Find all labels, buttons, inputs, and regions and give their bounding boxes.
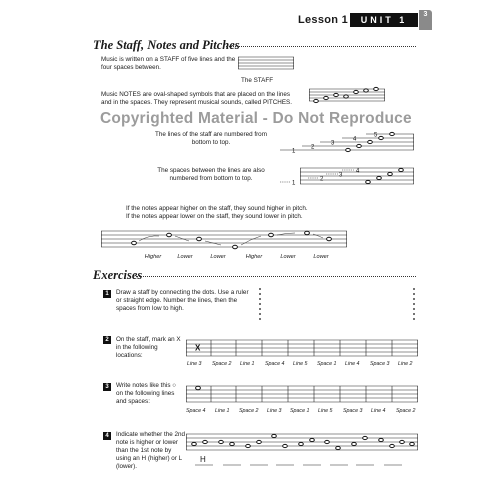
- location-label: Line 5: [293, 361, 308, 367]
- pitch-label: Lower: [210, 254, 226, 260]
- pitch-label: Lower: [313, 254, 329, 260]
- location-label: Line 3: [267, 408, 282, 414]
- pitch-higher-text: If the notes appear higher on the staff, they sound higher in pitch.: [126, 205, 308, 212]
- lines-description: The lines of the staff are numbered from bottom to top.: [155, 131, 267, 146]
- section-rule: [226, 46, 416, 48]
- line-number-4: 4: [353, 136, 357, 143]
- space-number-1: 1: [292, 180, 296, 187]
- pitch-lower-text: If the notes appear lower on the staff, they sound lower in pitch.: [126, 213, 303, 220]
- location-label: Space 3: [343, 408, 363, 414]
- line-number-3: 3: [331, 140, 335, 147]
- page-number: 3: [419, 10, 432, 30]
- spaces-staff: [280, 162, 420, 192]
- exercise-number: 3: [103, 383, 111, 391]
- exercise-2-instructions: On the staff, mark an X in the following locations:: [116, 336, 181, 359]
- section-title: The Staff, Notes and Pitches: [93, 38, 240, 52]
- location-label: Space 2: [212, 361, 232, 367]
- higher-lower-staff: [186, 431, 420, 453]
- line-number-1: 1: [292, 148, 296, 155]
- example-x-mark: X: [195, 343, 201, 353]
- location-label: Line 3: [187, 361, 202, 367]
- notes-staff: [309, 87, 389, 105]
- space-number-2: 2: [320, 176, 324, 183]
- location-label: Space 3: [370, 361, 390, 367]
- exercise-number: 2: [103, 336, 111, 344]
- pitch-staff: [101, 228, 351, 254]
- notes-description: Music NOTES are oval-shaped symbols that are placed on the lines and in the spaces. They represent musical sounds, called PITCHES.: [101, 91, 292, 106]
- pitch-label: Lower: [177, 254, 193, 260]
- location-label: Space 4: [265, 361, 285, 367]
- mark-x-staff[interactable]: [186, 338, 420, 358]
- location-label: Line 4: [345, 361, 360, 367]
- staff-example: [238, 56, 298, 72]
- pitch-label: Higher: [144, 254, 162, 260]
- write-notes-staff[interactable]: [186, 384, 420, 404]
- location-label: Line 1: [240, 361, 255, 367]
- line-number-2: 2: [311, 144, 315, 151]
- lesson-title: Lesson 1: [298, 14, 349, 26]
- staff-description: Music is written on a STAFF of five lines and the four spaces between.: [101, 56, 236, 71]
- space-number-4: 4: [356, 168, 360, 175]
- exercise-3-instructions: Write notes like this ○ on the following lines and spaces:: [116, 382, 177, 405]
- space-number-3: 3: [339, 172, 343, 179]
- location-label: Space 2: [239, 408, 259, 414]
- exercise-4-instructions: Indicate whether the 2nd note is higher or lower than the 1st note by using an H (higher) or L (lower).: [116, 431, 185, 470]
- unit-badge: UNIT 1: [350, 13, 418, 27]
- line-number-5: 5: [374, 132, 378, 139]
- exercise-1-instructions: Draw a staff by connecting the dots. Use a ruler or straight edge. Number the lines, then the spaces from low to high.: [116, 289, 249, 312]
- lines-staff: [280, 128, 420, 158]
- pitch-label: Lower: [280, 254, 296, 260]
- location-label: Line 4: [371, 408, 386, 414]
- copyright-watermark: Copyrighted Material - Do Not Reproduce: [100, 110, 412, 127]
- location-label: Space 4: [186, 408, 206, 414]
- dot-staff-exercise[interactable]: [256, 286, 420, 322]
- location-label: Line 1: [215, 408, 230, 414]
- pitch-label: Higher: [245, 254, 263, 260]
- location-label: Space 1: [290, 408, 310, 414]
- answer-blanks[interactable]: [193, 464, 423, 468]
- spaces-description: The spaces between the lines are also numbered from bottom to top.: [157, 167, 265, 182]
- location-label: Line 2: [398, 361, 413, 367]
- example-answer: H: [200, 455, 206, 464]
- location-label: Space 1: [317, 361, 337, 367]
- exercises-title: Exercises: [93, 268, 143, 282]
- location-label: Space 2: [396, 408, 416, 414]
- staff-caption: The STAFF: [241, 77, 274, 84]
- location-label: Line 5: [318, 408, 333, 414]
- exercise-number: 4: [103, 432, 111, 440]
- exercises-rule: [136, 276, 416, 278]
- exercise-number: 1: [103, 290, 111, 298]
